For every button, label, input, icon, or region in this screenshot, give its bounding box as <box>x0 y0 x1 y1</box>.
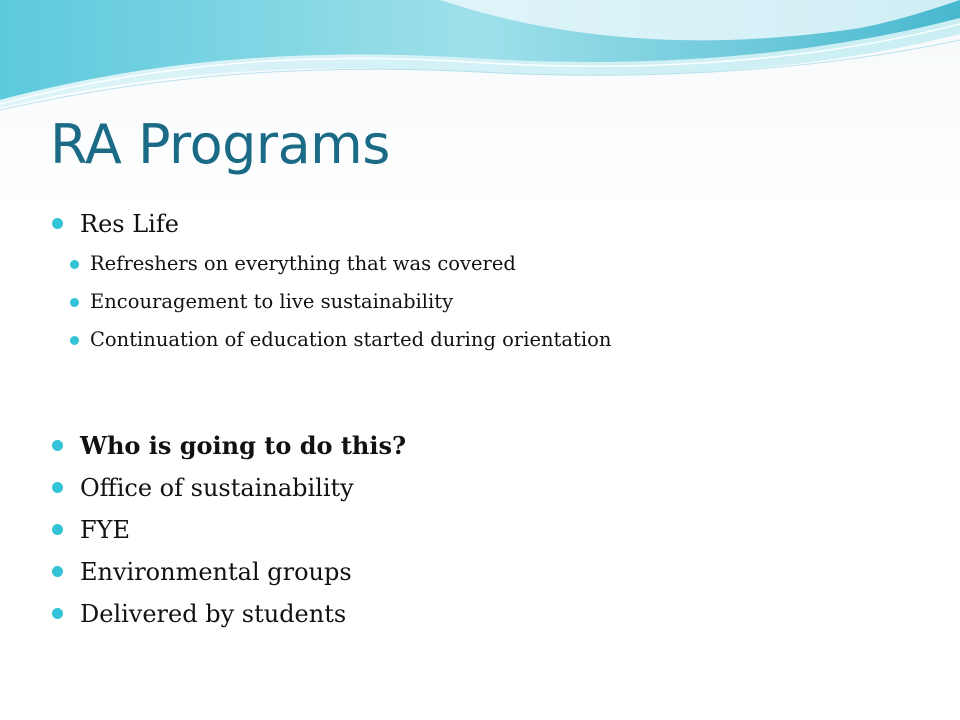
spacer <box>52 359 912 425</box>
sub-bullet-text: Continuation of education started during orientation <box>90 328 612 351</box>
bullet-fye <box>52 509 912 551</box>
bullet-text: Res Life <box>80 210 179 238</box>
bullet-who-question <box>52 425 912 467</box>
bullet-dot <box>52 218 63 229</box>
bullet-dot <box>52 482 63 493</box>
slide-title: RA Programs <box>50 113 390 176</box>
bullet-environmental-groups <box>52 551 912 593</box>
bullet-office-sustainability <box>52 467 912 509</box>
sub-bullet-dot <box>70 298 79 307</box>
sub-bullet-text: Encouragement to live sustainability <box>90 290 454 313</box>
bullet-delivered-by-students <box>52 593 912 635</box>
sub-bullet-dot <box>70 260 79 269</box>
sub-bullet-encouragement <box>50 283 912 321</box>
bullet-res-life <box>52 203 912 245</box>
sub-bullet-group <box>52 245 912 359</box>
sub-bullet-text: Refreshers on everything that was covered <box>90 252 516 275</box>
sub-bullet-dot <box>70 336 79 345</box>
bullet-text: Office of sustainability <box>80 474 354 502</box>
bullet-text: Who is going to do this? <box>80 431 407 460</box>
bullet-text: Delivered by students <box>80 600 347 628</box>
bullet-text: Environmental groups <box>80 558 352 586</box>
header-wave-decoration <box>0 0 960 120</box>
bullet-dot <box>52 440 63 451</box>
sub-bullet-list <box>50 245 912 359</box>
sub-bullet-continuation <box>50 321 912 359</box>
sub-bullet-refreshers <box>50 245 912 283</box>
bullet-dot <box>52 608 63 619</box>
bullet-text: FYE <box>80 516 131 544</box>
bullet-list <box>52 203 912 635</box>
bullet-dot <box>52 566 63 577</box>
bullet-dot <box>52 524 63 535</box>
